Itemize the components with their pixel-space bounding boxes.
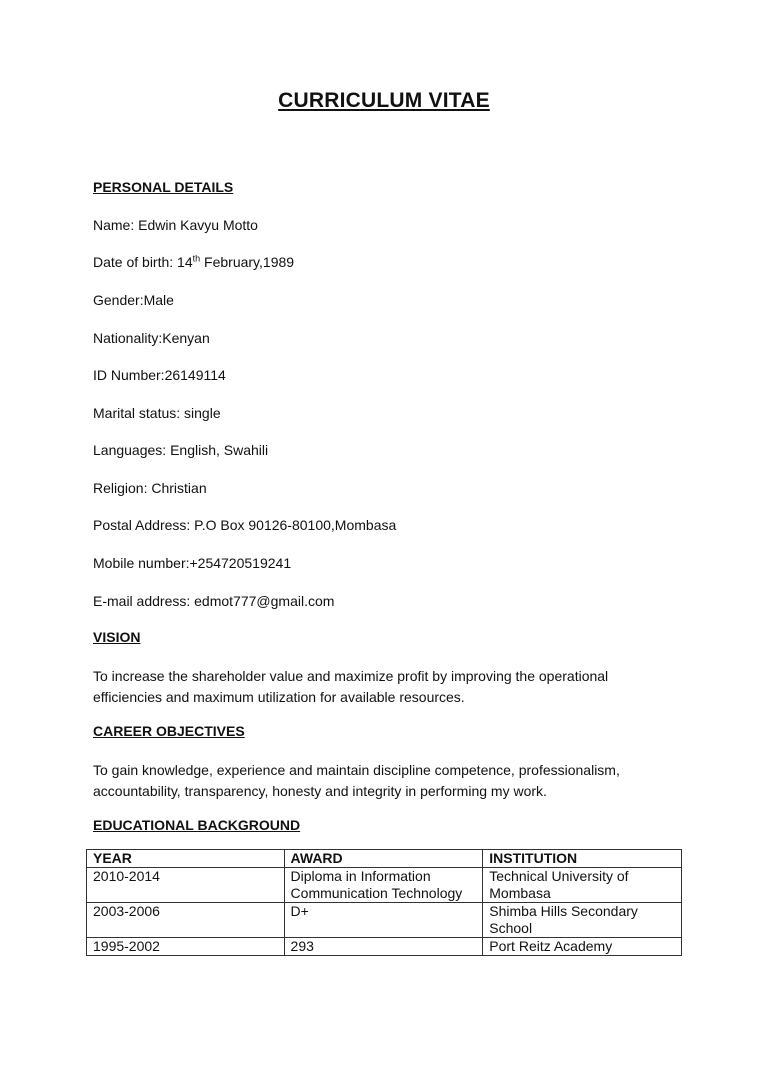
gender-line: Gender:Male [93, 292, 174, 308]
languages-line: Languages: English, Swahili [93, 442, 269, 458]
document-title: CURRICULUM VITAE [278, 89, 490, 112]
year-cell: 1995-2002 [87, 938, 285, 956]
dob-superscript: th [192, 253, 201, 264]
column-header-award: AWARD [284, 850, 483, 868]
vision-heading: VISION [93, 629, 141, 645]
marital-status-line: Marital status: single [93, 405, 221, 421]
dob-prefix: Date of birth: 14 [93, 254, 193, 270]
table-header-row [87, 850, 682, 868]
year-cell: 2010-2014 [87, 868, 285, 903]
educational-background-heading: EDUCATIONAL BACKGROUND [93, 817, 301, 833]
id-number-line: ID Number:26149114 [93, 367, 226, 383]
institution-cell: Shimba Hills Secondary School [483, 903, 682, 938]
award-cell: D+ [284, 903, 483, 938]
mobile-number-line: Mobile number:+254720519241 [93, 555, 292, 571]
award-cell: 293 [284, 938, 483, 956]
column-header-year: YEAR [87, 850, 285, 868]
institution-cell: Port Reitz Academy [483, 938, 682, 956]
postal-address-line: Postal Address: P.O Box 90126-80100,Mombasa [93, 517, 397, 533]
table-row [87, 868, 682, 903]
institution-cell: Technical University of Mombasa [483, 868, 682, 903]
education-table [86, 849, 682, 956]
personal-details-heading: PERSONAL DETAILS [93, 179, 234, 195]
table-row [87, 938, 682, 956]
year-cell: 2003-2006 [87, 903, 285, 938]
email-line: E-mail address: edmot777@gmail.com [93, 593, 335, 609]
career-objectives-heading: CAREER OBJECTIVES [93, 723, 245, 739]
name-line: Name: Edwin Kavyu Motto [93, 217, 258, 233]
table-row [87, 903, 682, 938]
column-header-institution: INSTITUTION [483, 850, 682, 868]
career-objectives-text: To gain knowledge, experience and maintain discipline competence, professionalism, accountability, transparency, honesty and integrity in performing my work. [93, 762, 620, 799]
vision-text: To increase the shareholder value and maximize profit by improving the operational efficiencies and maximum utilization for available resources. [93, 668, 609, 705]
dob-line [93, 254, 294, 270]
religion-line: Religion: Christian [93, 480, 207, 496]
dob-suffix: February,1989 [200, 254, 295, 270]
nationality-line: Nationality:Kenyan [93, 330, 210, 346]
award-cell: Diploma in Information Communication Technology [284, 868, 483, 903]
